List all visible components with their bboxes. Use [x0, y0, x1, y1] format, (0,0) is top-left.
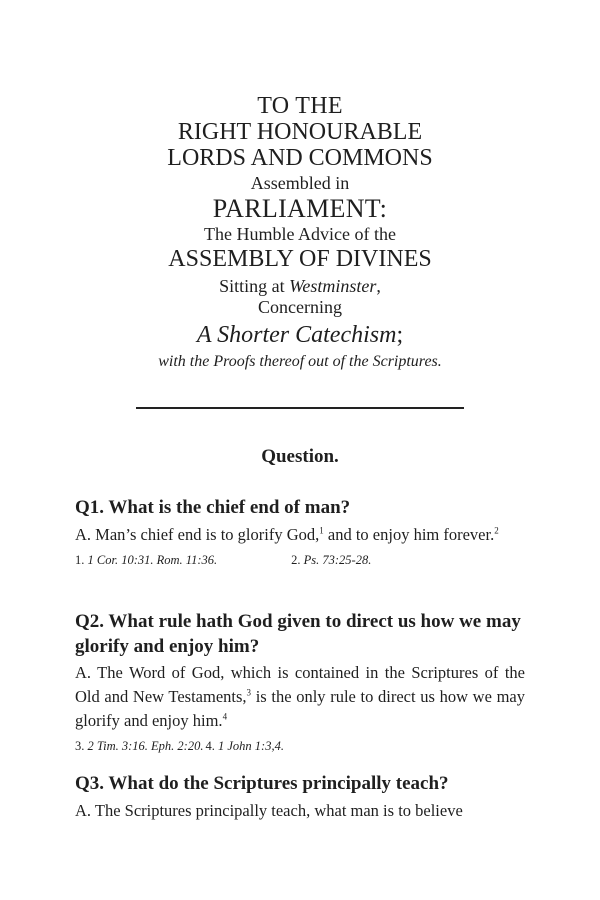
answer-segment: is the only rule to direct us how we may glorify and enjoy him.: [75, 686, 525, 730]
question-text: Q2. What rule hath God given to direct us how we may glorify and enjoy him?: [75, 611, 521, 657]
footnote-reference: Ps. 73:25-28.: [303, 553, 372, 568]
footnotes: [75, 552, 525, 568]
title-line: TO THE: [257, 93, 343, 119]
answer-segment: and to enjoy him forever.: [323, 524, 495, 544]
title-line: LORDS AND COMMONS: [167, 144, 433, 171]
place-name: Westminster: [289, 275, 377, 296]
title-line: The Humble Advice of the: [204, 224, 396, 245]
title-text: ,: [376, 275, 381, 296]
footnote-marker: 2: [494, 525, 499, 536]
title-text: ;: [396, 322, 404, 349]
answer-segment: A. The Word of God, which is contained in the Scriptures of the Old and New Testaments,: [75, 663, 525, 706]
title-text: Sitting at: [219, 275, 290, 296]
footnote-number: 3.: [75, 739, 88, 754]
title-line: PARLIAMENT:: [212, 194, 388, 224]
question-text: Q1. What is the chief end of man?: [75, 497, 351, 518]
question-block-1: [75, 496, 525, 569]
footnote-number: 2.: [291, 553, 304, 568]
answer-text: [75, 661, 525, 732]
footnotes: [75, 738, 525, 754]
question-text: Q3. What do the Scriptures principally teach?: [75, 773, 449, 794]
answer-segment: A. Man’s chief end is to glorify God,: [75, 524, 320, 544]
footnote-reference: 2 Tim. 3:16. Eph. 2:20.: [87, 739, 204, 754]
answer-segment: A. The Scriptures principally teach, what man is to believe: [75, 800, 463, 820]
answer-text: [75, 523, 525, 547]
answer-text: [75, 799, 525, 823]
title-line: [100, 277, 500, 296]
footnote-marker: 1: [319, 525, 324, 536]
footnote-marker: 4: [222, 711, 228, 722]
horizontal-rule: [136, 407, 464, 409]
title-line: Concerning: [258, 297, 342, 318]
dedication-title-block: [100, 94, 500, 371]
footnote-reference: 1 John 1:3,4.: [217, 739, 284, 754]
question-block-2: [75, 610, 525, 754]
title-line: with the Proofs thereof out of the Scriptures.: [158, 353, 442, 371]
title-line: [100, 323, 500, 349]
title-line: ASSEMBLY OF DIVINES: [168, 245, 432, 272]
footnote-number: 1.: [75, 553, 88, 568]
title-line: RIGHT HONOURABLE: [177, 118, 423, 145]
footnote-marker: 3: [246, 687, 252, 698]
question-block-3: [75, 772, 525, 822]
title-line: Assembled in: [250, 172, 350, 193]
catechism-title: A Shorter Catechism: [196, 322, 397, 349]
footnote-number: 4.: [205, 739, 218, 754]
section-heading: Question.: [261, 446, 339, 467]
footnote-reference: 1 Cor. 10:31. Rom. 11:36.: [87, 553, 218, 568]
